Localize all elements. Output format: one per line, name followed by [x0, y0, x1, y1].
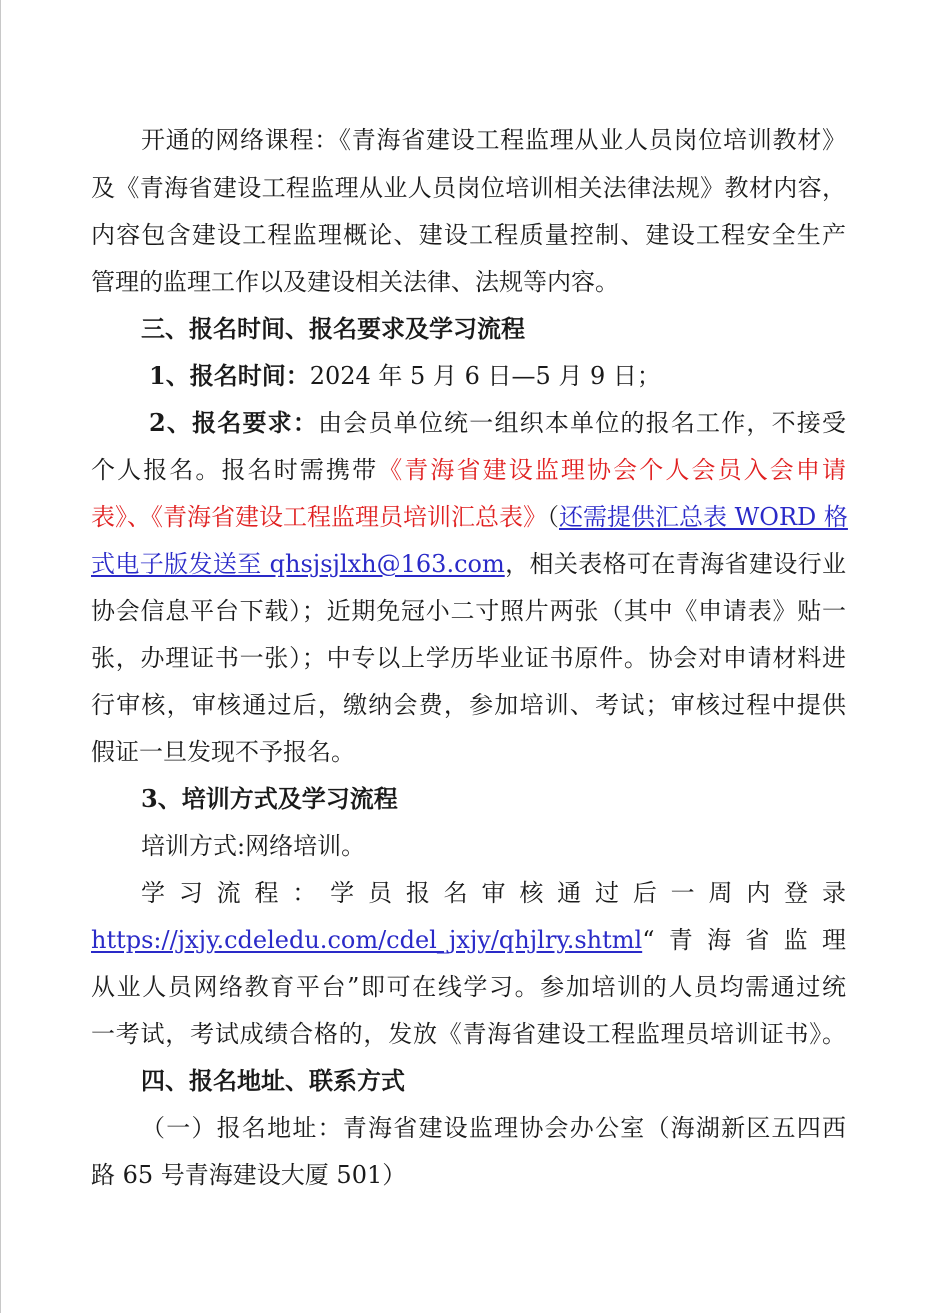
paragraph-line: 开通的网络课程：《青海省建设工程监理从业人员岗位培训教材》: [141, 126, 846, 154]
paragraph-line: 内容包含建设工程监理概论、建设工程质量控制、建设工程安全生产: [91, 221, 846, 249]
signup-time-label: 1、报名时间：: [149, 361, 310, 390]
paragraph-line: 张，办理证书一张）；中专以上学历毕业证书原件。协会对申请材料进: [91, 644, 846, 672]
form-name-red: 表》、《青海省建设工程监理员培训汇总表》: [91, 503, 547, 531]
paragraph-line: 学 习 流 程 ： 学 员 报 名 审 核 通 过 后 一 周 内 登 录: [141, 879, 846, 907]
section-heading: 四、报名地址、联系方式: [141, 1066, 405, 1095]
paragraph-line: 管理的监理工作以及建设相关法律、法规等内容。: [91, 268, 619, 296]
paragraph-line: （一）报名地址：青海省建设监理协会办公室（海湖新区五四西: [141, 1114, 846, 1142]
training-mode-line: 培训方式:网络培训。: [141, 832, 366, 860]
paragraph-line: 行审核，审核通过后，缴纳会费，参加培训、考试；审核过程中提供: [91, 691, 846, 719]
section-heading: 三、报名时间、报名要求及学习流程: [141, 314, 525, 343]
email-instruction-link[interactable]: 还需提供汇总表 WORD 格: [559, 503, 848, 531]
paragraph-line: 表》、《青海省建设工程监理员培训汇总表》（还需提供汇总表 WORD 格: [91, 503, 848, 531]
signup-requirement-line: 2、报名要求：由会员单位统一组织本单位的报名工作，不接受: [149, 408, 847, 437]
email-link[interactable]: 式电子版发送至 qhsjsjlxh@163.com: [91, 550, 505, 578]
paragraph-line: 从业人员网络教育平台”即可在线学习。参加培训的人员均需通过统: [91, 973, 846, 1001]
signup-time-value: 2024 年 5 月 6 日—5 月 9 日；: [309, 362, 661, 390]
paragraph-line: 假证一旦发现不予报名。: [91, 738, 355, 766]
paragraph-line: 协会信息平台下载）；近期免冠小二寸照片两张（其中《申请表》贴一: [91, 597, 846, 625]
paragraph-line: 个人报名。报名时需携带《青海省建设监理协会个人会员入会申请: [91, 456, 847, 484]
signup-time-line: [1, 360, 929, 392]
platform-url-link[interactable]: https://jxjy.cdeledu.com/cdel_jxjy/qhjlry.shtml: [91, 926, 643, 954]
paragraph-line: 路 65 号青海建设大厦 501）: [91, 1161, 407, 1189]
form-name-red: 《青海省建设监理协会个人会员入会申请: [378, 456, 847, 484]
paragraph-line: https://jxjy.cdeledu.com/cdel_jxjy/qhjlry.shtml“青海省监理: [91, 926, 846, 954]
signup-requirement-label: 2、报名要求：: [149, 408, 319, 437]
subsection-heading: 3、培训方式及学习流程: [141, 784, 398, 813]
paragraph-line: 式电子版发送至 qhsjsjlxh@163.com，相关表格可在青海省建设行业: [91, 550, 847, 578]
paragraph-line: 一考试，考试成绩合格的，发放《青海省建设工程监理员培训证书》。: [91, 1020, 846, 1048]
paragraph-line: 及《青海省建设工程监理从业人员岗位培训相关法律法规》教材内容，: [91, 174, 846, 202]
